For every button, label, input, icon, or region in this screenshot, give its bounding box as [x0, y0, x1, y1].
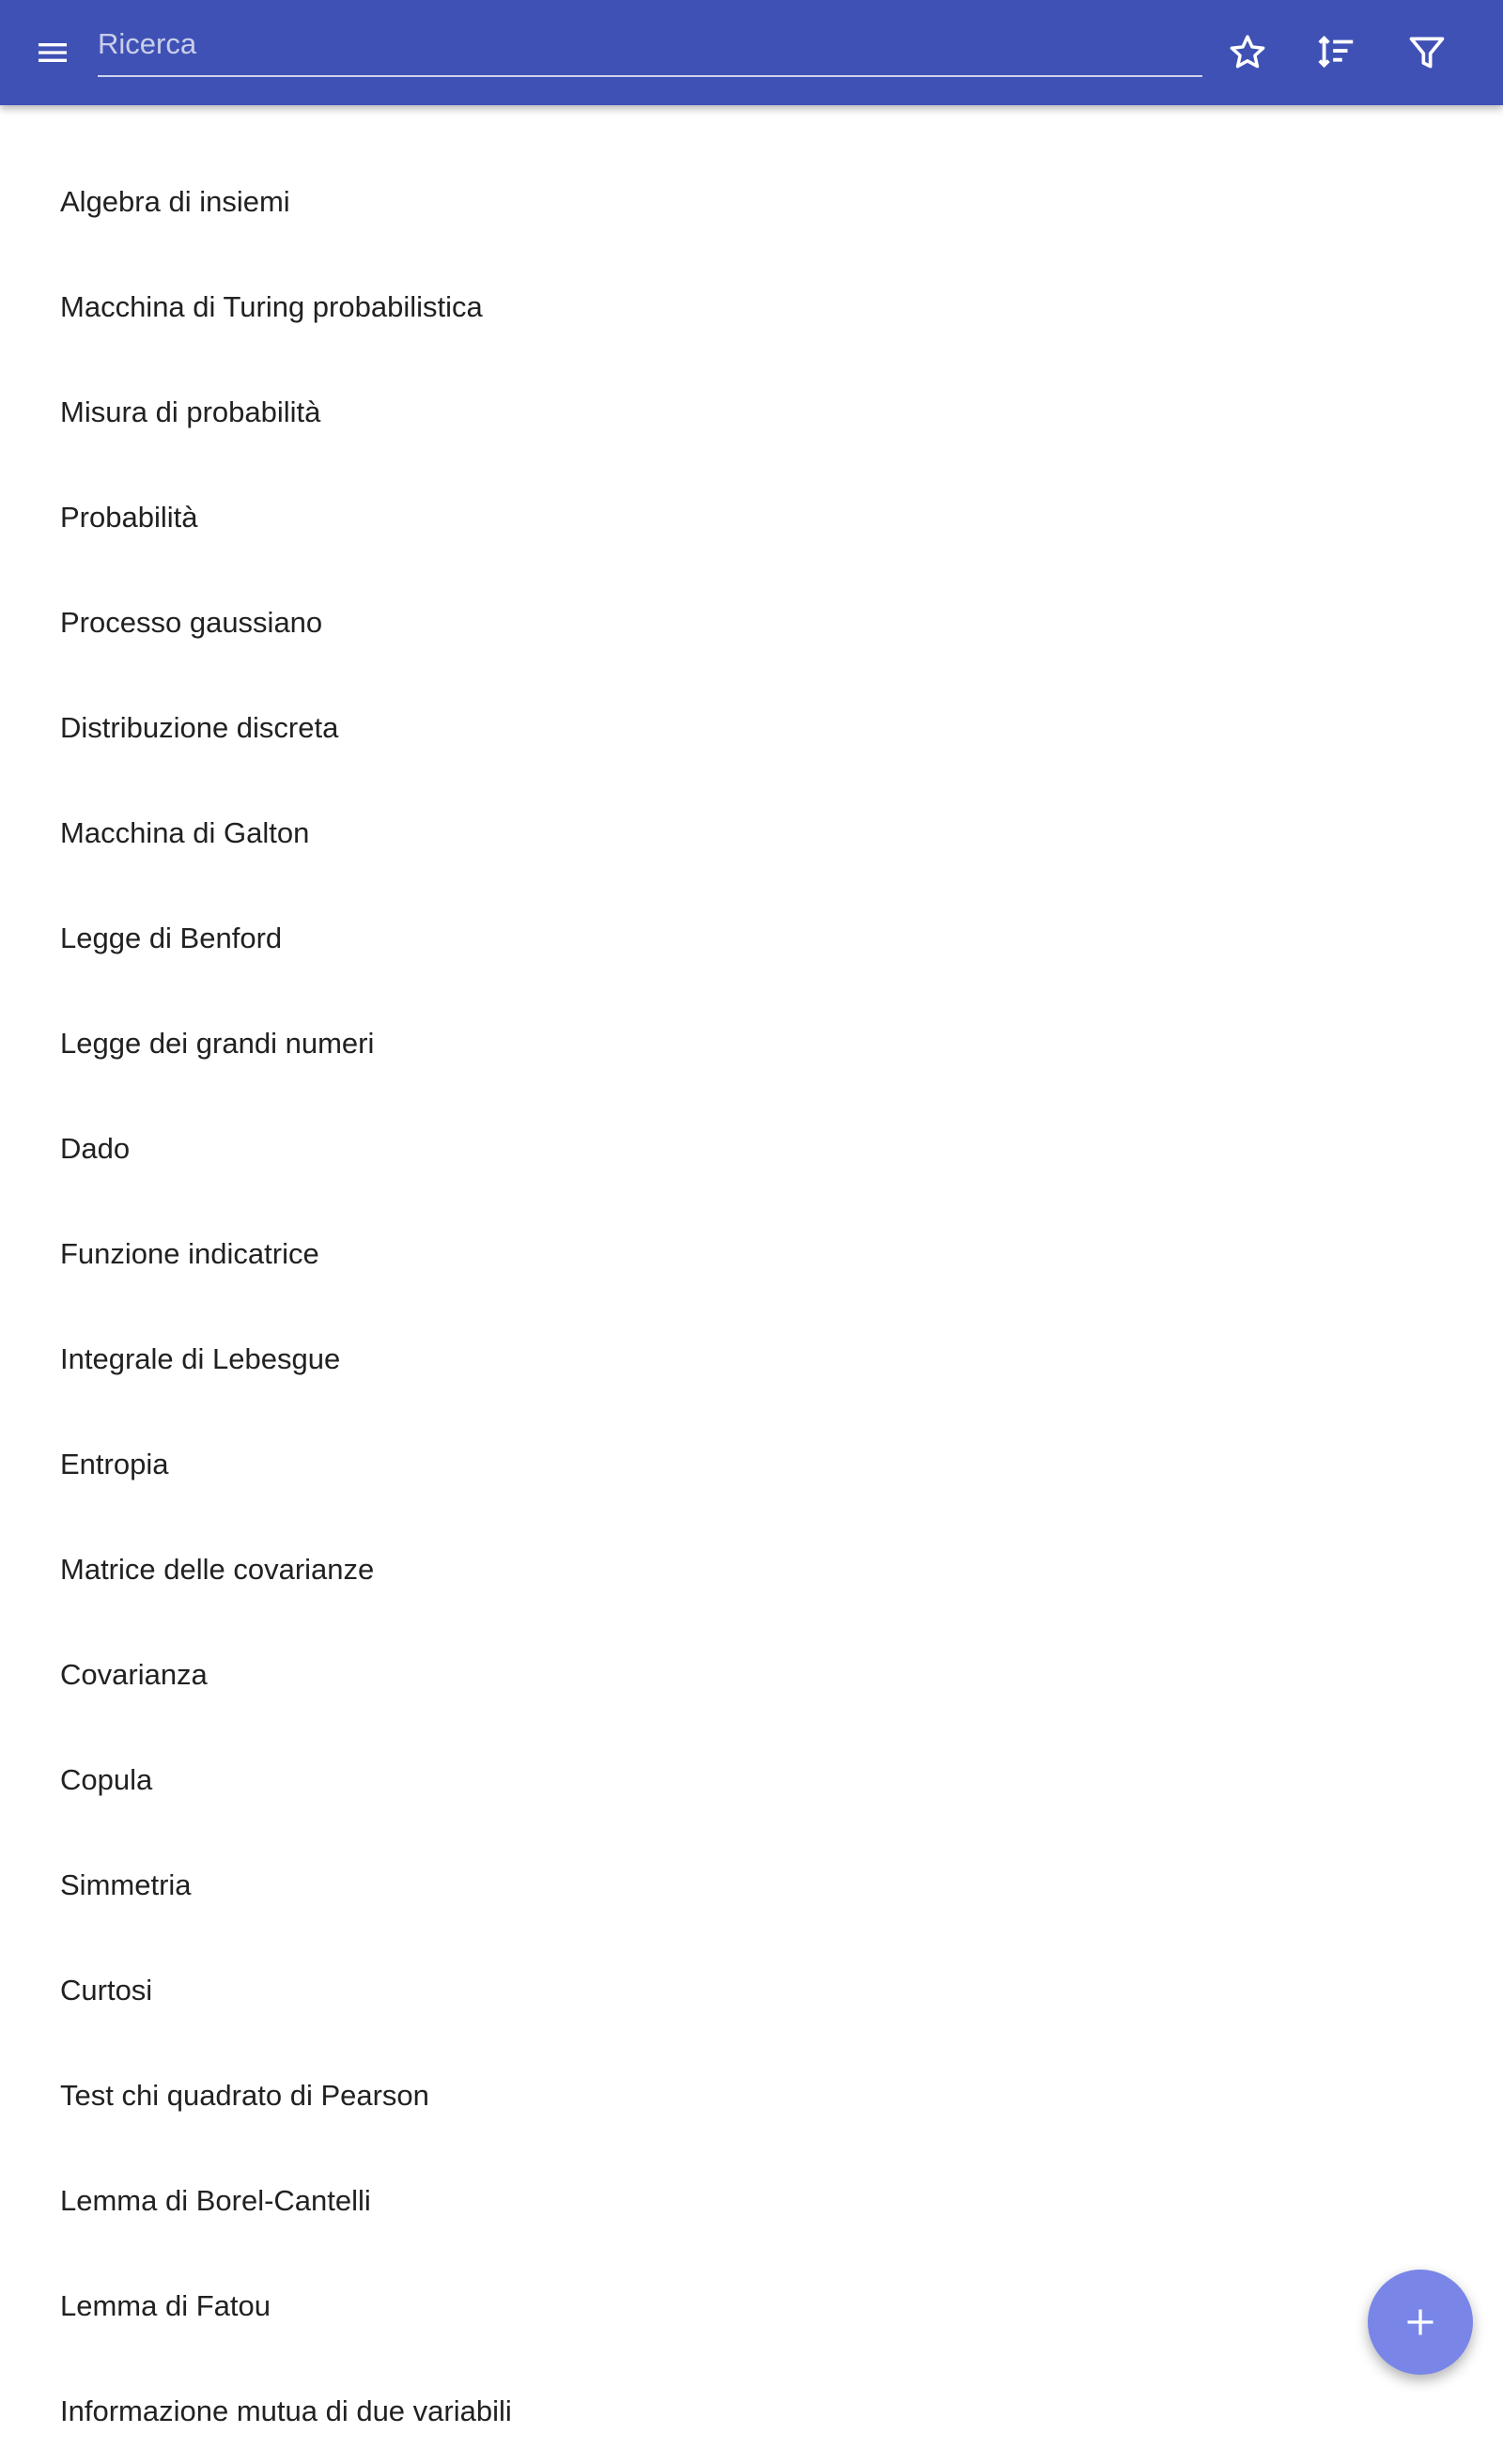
menu-icon — [34, 34, 71, 71]
sort-button[interactable] — [1299, 15, 1374, 90]
list-item-label: Legge di Benford — [60, 922, 283, 954]
list-item[interactable] — [0, 2148, 1503, 2254]
list-item[interactable] — [0, 1096, 1503, 1201]
list-item-label: Funzione indicatrice — [60, 1237, 319, 1270]
list-item[interactable] — [0, 991, 1503, 1096]
list-item-label: Lemma di Borel-Cantelli — [60, 2184, 371, 2217]
list-item-label: Entropia — [60, 1448, 169, 1480]
filter-icon — [1406, 32, 1448, 73]
plus-icon — [1403, 2305, 1437, 2339]
list-item[interactable] — [0, 1307, 1503, 1412]
list-item[interactable] — [0, 255, 1503, 360]
list-item[interactable] — [0, 675, 1503, 781]
list-item-label: Covarianza — [60, 1658, 208, 1691]
list-item-label: Macchina di Galton — [60, 816, 310, 849]
list-item-label: Legge dei grandi numeri — [60, 1027, 375, 1060]
list-item[interactable] — [0, 149, 1503, 255]
list-item[interactable] — [0, 1517, 1503, 1622]
list-item[interactable] — [0, 2254, 1503, 2359]
add-fab-button[interactable] — [1368, 2270, 1473, 2375]
list-item-label: Algebra di insiemi — [60, 185, 290, 218]
list-item-label: Simmetria — [60, 1868, 192, 1901]
favorites-button[interactable] — [1210, 15, 1285, 90]
search-field[interactable] — [98, 17, 1202, 77]
list-item[interactable] — [0, 781, 1503, 886]
list-item[interactable] — [0, 1728, 1503, 1833]
list-item-label: Distribuzione discreta — [60, 711, 339, 744]
list-item[interactable] — [0, 2043, 1503, 2148]
list-item-label: Probabilità — [60, 501, 198, 534]
filter-button[interactable] — [1389, 15, 1464, 90]
menu-button[interactable] — [15, 15, 90, 90]
top-app-bar — [0, 0, 1503, 105]
list-item[interactable] — [0, 886, 1503, 991]
search-input[interactable] — [98, 17, 1202, 71]
topic-list — [0, 105, 1503, 2464]
list-item[interactable] — [0, 360, 1503, 465]
list-item[interactable] — [0, 1938, 1503, 2043]
list-item-label: Misura di probabilità — [60, 395, 321, 428]
list-item[interactable] — [0, 570, 1503, 675]
list-item-label: Test chi quadrato di Pearson — [60, 2079, 429, 2112]
list-item-label: Matrice delle covarianze — [60, 1553, 375, 1586]
list-item-label: Copula — [60, 1763, 153, 1796]
star-outline-icon — [1227, 32, 1268, 73]
list-item[interactable] — [0, 1833, 1503, 1938]
list-item-label: Processo gaussiano — [60, 606, 323, 639]
list-item-label: Integrale di Lebesgue — [60, 1342, 341, 1375]
list-item[interactable] — [0, 1412, 1503, 1517]
list-item[interactable] — [0, 1201, 1503, 1307]
list-item[interactable] — [0, 1622, 1503, 1728]
list-item-label: Informazione mutua di due variabili — [60, 2394, 512, 2427]
sort-icon — [1315, 31, 1358, 74]
list-item-label: Dado — [60, 1132, 131, 1165]
list-item-label: Macchina di Turing probabilistica — [60, 290, 483, 323]
list-item[interactable] — [0, 2359, 1503, 2464]
list-item[interactable] — [0, 465, 1503, 570]
list-item-label: Curtosi — [60, 1974, 153, 2007]
list-item-label: Lemma di Fatou — [60, 2289, 271, 2322]
